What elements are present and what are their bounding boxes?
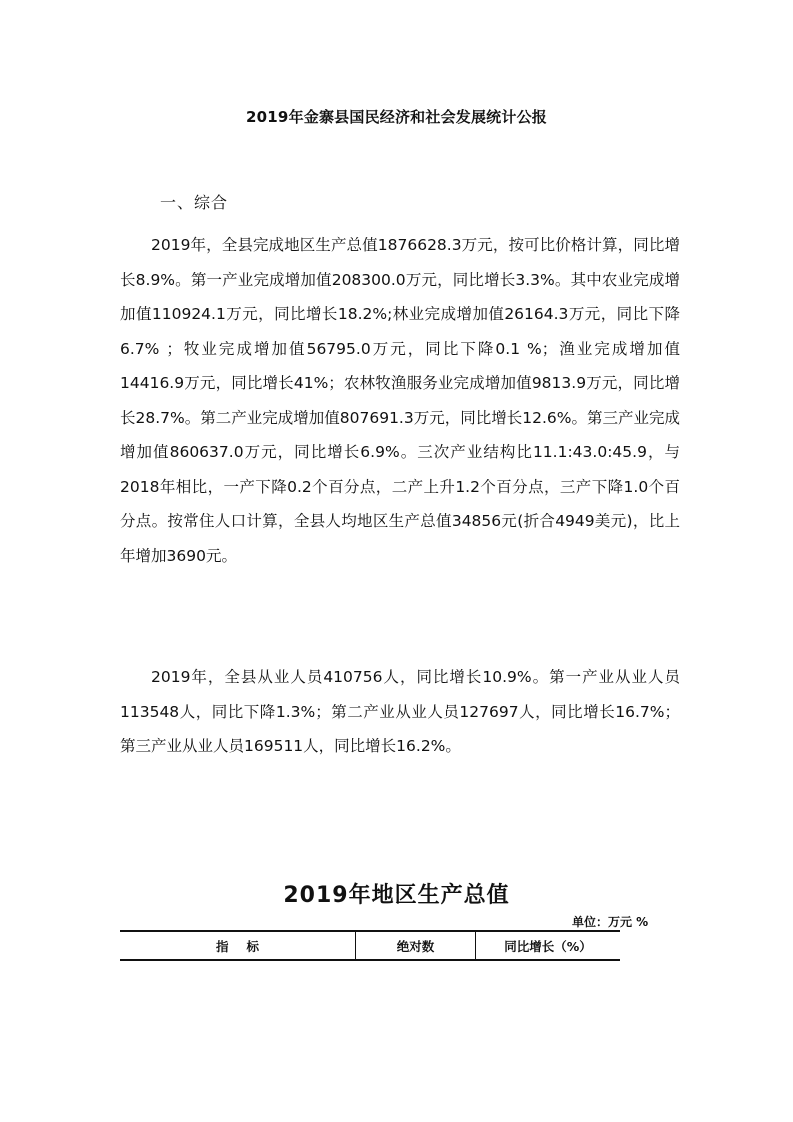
table-unit-label: 单位：万元 % <box>572 915 649 929</box>
table-header-row <box>120 930 620 961</box>
column-header-yoy-growth: 同比增长（%） <box>504 938 592 954</box>
document-title: 2019年金寨县国民经济和社会发展统计公报 <box>246 108 547 126</box>
paragraph-employment: 2019年，全县从业人员410756人，同比增长10.9%。第一产业从业人员113548人，同比下降1.3%；第二产业从业人员127697人，同比增长16.7%；第三产业从业人员169511人，同比增长16.2%。 <box>120 668 680 755</box>
table-title: 2019年地区生产总值 <box>283 883 510 908</box>
section-heading: 一、综合 <box>160 193 229 212</box>
column-header-indicator: 指标 <box>120 932 356 959</box>
paragraph-overview: 2019年，全县完成地区生产总值1876628.3万元，按可比价格计算，同比增长8.9%。第一产业完成增加值208300.0万元，同比增长3.3%。其中农业完成增加值110924.1万元，同比增长18.2%;林业完成增加值26164.3万元，同比下降6.7% ；牧业完成增加值56795.0万元，同比下降0.1 %；渔业完成增加值14416.9万元，同比增长41%；农林牧渔服务业完成增加值9813.9万元，同比增长28.7%。第二产业完成增加值807691.3万元，同比增长12.6%。第三产业完成增加值860637.0万元，同比增长6.9%。三次产业结构比11.1:43.0:45.9，与2018年相比，一产下降0.2个百分点，二产上升1.2个百分点，三产下降1.0个百分点。按常住人口计算，全县人均地区生产总值34856元(折合4949美元)，比上年增加3690元。 <box>120 236 680 565</box>
column-header-absolute-value: 绝对数 <box>356 932 476 959</box>
